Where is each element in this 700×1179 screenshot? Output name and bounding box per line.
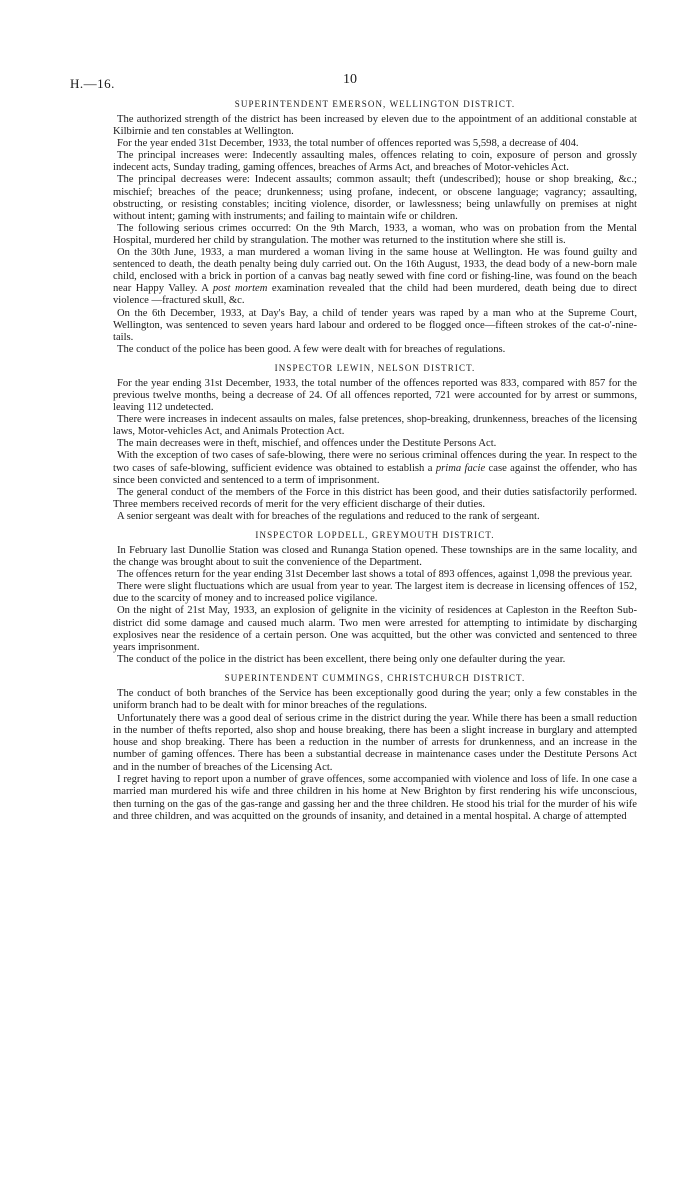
section-heading: SUPERINTENDENT EMERSON, WELLINGTON DISTRICT. [234, 99, 516, 109]
paragraph: The main decreases were in theft, mischief, and offences under the Destitute Persons Act. [117, 438, 497, 450]
paragraph: The general conduct of the members of the Force in this district has been good, and their duties satisfactorily performed. Three members received records of merit for the very efficient discharge of their duties. [113, 486, 637, 510]
latin-term: post mortem [212, 283, 268, 295]
paragraph: There were increases in indecent assaults on males, false pretences, shop-breaking, drunkenness, breaches of the licensing laws, Motor-vehicles Act, and Animals Protection Act. [113, 414, 637, 438]
paragraph: The offences return for the year ending 31st December last shows a total of 893 offences, against 1,098 the previous year. [117, 569, 633, 581]
paragraph: For the year ending 31st December, 1933, the total number of the offences reported was 833, compared with 857 for the previous twelve months, being a decrease of 24. Of all offences reported, 721 were accounted for by arrest or summons, leaving 112 undetected. [113, 377, 637, 414]
paragraph: The authorized strength of the district has been increased by eleven due to the appointment of an additional constable at Kilbirnie and ten constables at Wellington. [113, 114, 637, 138]
document-body [113, 94, 637, 830]
paragraph: The principal decreases were: Indecent assaults; common assault; theft (undescribed); house or shop breaking, &c.; mischief; breaches of the peace; drunkenness; using profane, indecent, or obscene language; vagrancy; assaulting, obstructing, or resisting constables; inciting violence, disorder, or lawlessness; being unlawfully on premises at night without intent; gaming with instruments; and failing to maintain wife or children. [113, 174, 637, 222]
paragraph: The conduct of both branches of the Service has been exceptionally good during the year; only a few constables in the uniform branch had to be dealt with for minor breaches of the regulations. [113, 687, 637, 712]
paragraph: The conduct of the police has been good. A few were dealt with for breaches of regulations. [117, 343, 506, 355]
paragraph: On the night of 21st May, 1933, an explosion of gelignite in the vicinity of residences at Capleston in the Reefton Sub-district did some damage and caused much alarm. Two men were arrested for attempting to intimidate by discharging explosives near the residence of a certain person. One was acquitted, but the other was convicted and sentenced to three years imprisonment. [113, 605, 637, 653]
paragraph: Unfortunately there was a good deal of serious crime in the district during the year. While there has been a small reduction in the number of thefts reported, also shop and house breaking, there has been a slight increase in burglary and attempted house and shop breaking. There has been a reduction in the number of arrests for drunkenness, and an increase in the number of gaming offences. There has been a substantial decrease in maintenance cases under the Destitute Persons Act and in the number of breaches of the Licensing Act. [113, 712, 637, 773]
section-wellington [113, 99, 637, 356]
paragraph: The principal increases were: Indecently assaulting males, offences relating to coin, exposure of person and grossly indecent acts, Sunday trading, gaming offences, breaches of Arms Act, and breaches of Motor-vehicles Act. [113, 150, 637, 174]
page-number: 10 [343, 72, 357, 87]
paragraph: On the 30th June, 1933, a man murdered a woman living in the same house at Wellington. He was found guilty and sentenced to death, the death penalty being duly carried out. On the 16th August, 1933, the dead body of a new-born male child, enclosed with a brick in portion of a canvas bag neatly sewed with fine cord or fishing-line, was found on the beach near Happy Valley. A post mortem examination revealed that the child had been murdered, death being due to direct violence —fractured skull, &c. [113, 247, 637, 307]
paragraph: A senior sergeant was dealt with for breaches of the regulations and reduced to the rank of sergeant. [117, 510, 540, 522]
paragraph: The conduct of the police in the district has been excellent, there being only one defaulter during the year. [117, 653, 566, 665]
section-heading: INSPECTOR LOPDELL, GREYMOUTH DISTRICT. [255, 530, 495, 540]
paragraph: In February last Dunollie Station was closed and Runanga Station opened. These townships are in the same locality, and the change was brought about to suit the convenience of the Department. [113, 545, 637, 569]
section-christchurch [113, 673, 637, 823]
paragraph: With the exception of two cases of safe-blowing, there were no serious criminal offences during the year. In respect to the two cases of safe-blowing, sufficient evidence was obtained to establish a prima facie case against the offender, who has since been convicted and sentenced to a term of imprisonment. [113, 450, 637, 486]
latin-term: prima facie [435, 462, 486, 474]
paragraph: For the year ended 31st December, 1933, the total number of offences reported was 5,598, a decrease of 404. [117, 138, 579, 150]
paragraph: I regret having to report upon a number of grave offences, some accompanied with violence and loss of life. In one case a married man murdered his wife and three children in his home at New Brighton by first rendering his wife unconscious, then turning on the gas of the gas-range and gassing her and the three children. He stood his trial for the murder of his wife and three children, and was acquitted on the grounds of insanity, and detained in a mental hospital. A charge of attempted [113, 774, 637, 822]
paragraph: The following serious crimes occurred: On the 9th March, 1933, a woman, who was on probation from the Mental Hospital, murdered her child by strangulation. The mother was returned to the institution where she still is. [113, 222, 637, 246]
paragraph: There were slight fluctuations which are usual from year to year. The largest item is decrease in licensing offences of 152, due to the scarcity of money and to increased police vigilance. [113, 581, 637, 605]
section-heading: SUPERINTENDENT CUMMINGS, CHRISTCHURCH DISTRICT. [224, 672, 526, 683]
paragraph: On the 6th December, 1933, at Day's Bay, a child of tender years was raped by a man who at the Supreme Court, Wellington, was sentenced to seven years hard labour and ordered to be flogged once—fifteen strokes of the cat-o'-nine-tails. [113, 307, 637, 343]
section-nelson [113, 363, 637, 523]
report-reference: H.—16. [70, 76, 115, 91]
section-greymouth [113, 530, 637, 666]
section-heading: INSPECTOR LEWIN, NELSON DISTRICT. [274, 362, 476, 373]
